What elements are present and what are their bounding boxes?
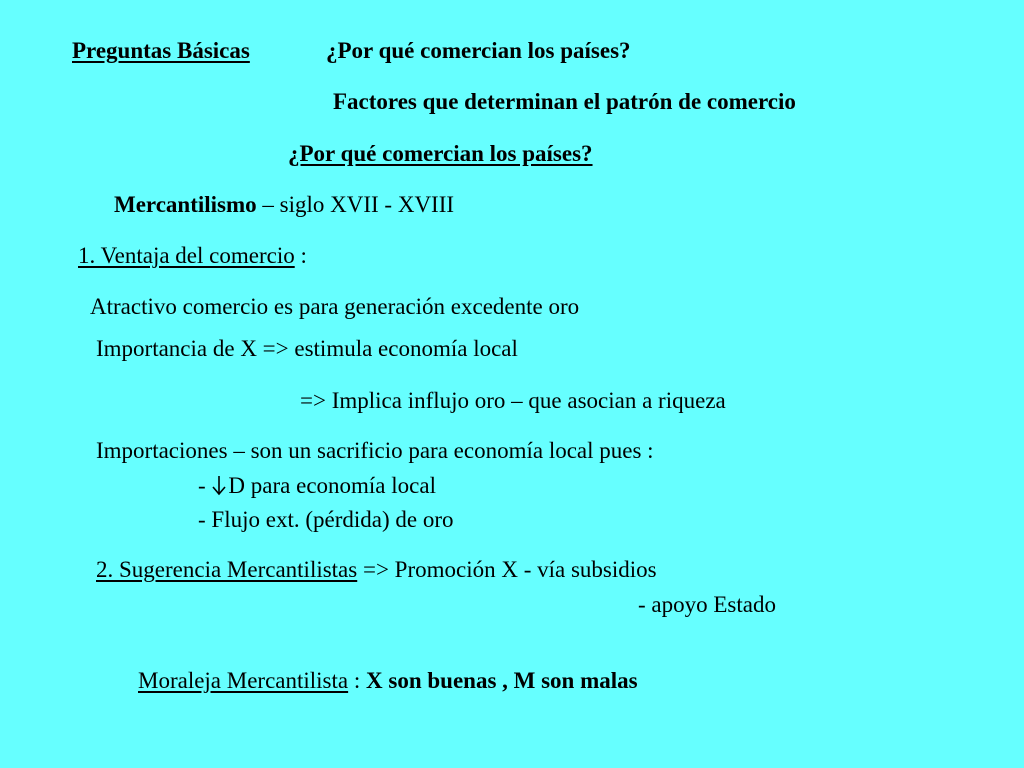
gold-outflow-row: [198, 507, 453, 533]
header-label: Preguntas Básicas: [72, 38, 250, 63]
moral-colon: :: [348, 668, 367, 693]
header-factors-row: [333, 89, 796, 115]
demand-drop-text: D para economía local: [228, 473, 436, 498]
exports-importance-text: Importancia de X => estimula economía local: [96, 336, 518, 361]
state-support-row: [638, 592, 776, 618]
attractive-row: [90, 294, 579, 320]
implies-text: => Implica influjo oro – que asocian a riqueza: [300, 388, 726, 413]
implies-row: [300, 388, 726, 414]
imports-row: [96, 438, 654, 464]
moral-row: [138, 668, 638, 694]
point1-colon: :: [294, 243, 307, 268]
mercantilism-term: Mercantilismo: [114, 192, 257, 217]
point2-label: 2. Sugerencia Mercantilistas: [96, 557, 358, 582]
section-title-row: [288, 141, 593, 167]
arrow-down-icon: [211, 474, 227, 496]
moral-statement: X son buenas , M son malas: [366, 668, 638, 693]
imports-text: Importaciones – son un sacrificio para economía local pues :: [96, 438, 654, 463]
point1-row: [78, 243, 307, 269]
point2-promotion: => Promoción X - vía subsidios: [357, 557, 657, 582]
mercantilism-period: – siglo XVII - XVIII: [256, 192, 455, 217]
header-question-row: [326, 38, 631, 64]
exports-importance-row: [96, 336, 518, 362]
mercantilism-row: [114, 192, 454, 218]
point1-label: 1. Ventaja del comercio: [78, 243, 295, 268]
point2-row: [96, 557, 657, 583]
attractive-text: Atractivo comercio es para generación excedente oro: [90, 294, 580, 319]
demand-drop-row: [198, 473, 436, 499]
section-title: ¿Por qué comercian los países?: [288, 141, 593, 166]
header-question: ¿Por qué comercian los países?: [326, 38, 631, 63]
header-factors: Factores que determinan el patrón de comercio: [333, 89, 796, 114]
state-support-text: - apoyo Estado: [638, 592, 776, 617]
demand-drop-dash: -: [198, 473, 212, 498]
header-row: [72, 38, 250, 64]
moral-label: Moraleja Mercantilista: [138, 668, 349, 693]
gold-outflow-text: - Flujo ext. (pérdida) de oro: [198, 507, 454, 532]
